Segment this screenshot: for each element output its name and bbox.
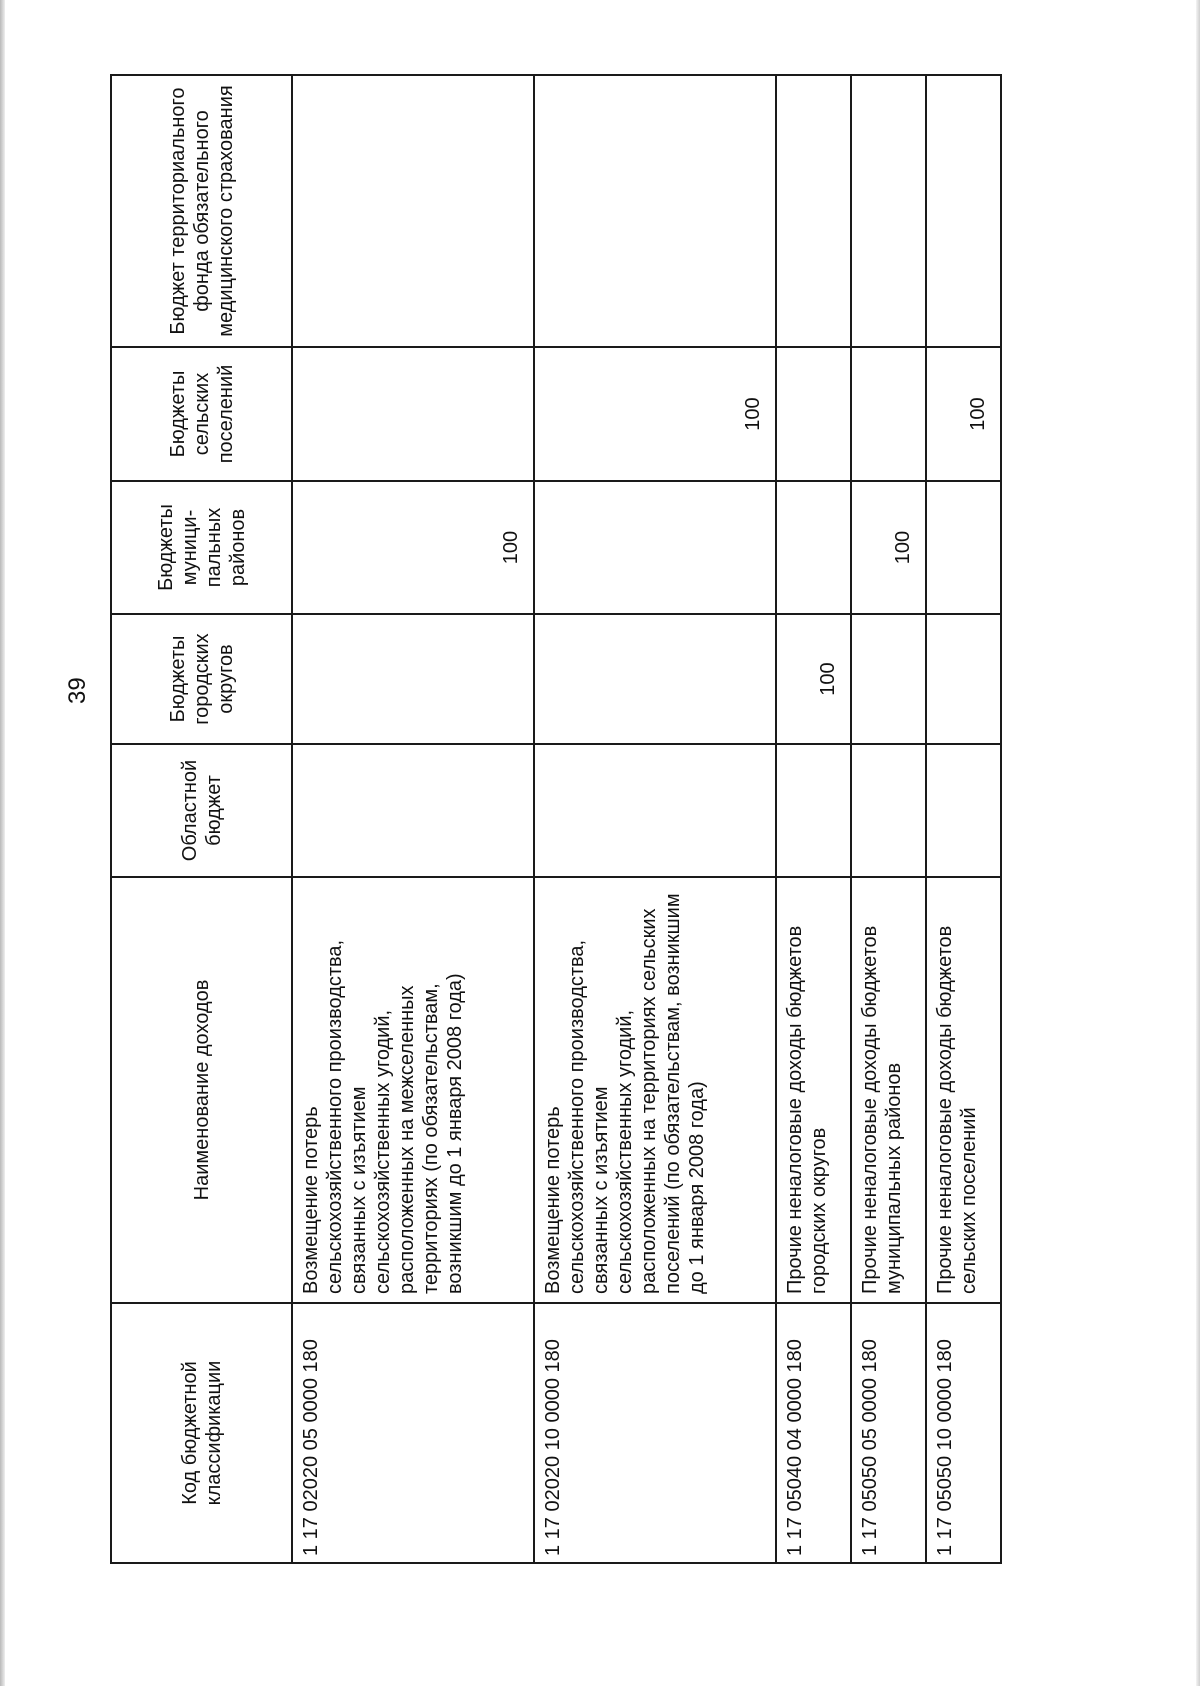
rural-settlements-cell xyxy=(776,347,851,481)
medical-insurance-fund-cell xyxy=(851,75,926,347)
name-cell: Прочие неналоговые доходы бюджетов сельских поселений xyxy=(926,877,1001,1303)
regional-cell xyxy=(534,744,776,877)
header-code: Код бюджетной классификации xyxy=(111,1303,292,1563)
city-districts-cell xyxy=(851,614,926,744)
rural-settlements-cell xyxy=(851,347,926,481)
rural-settlements-cell xyxy=(292,347,534,481)
medical-insurance-fund-cell xyxy=(776,75,851,347)
regional-cell xyxy=(851,744,926,877)
name-cell: Прочие неналоговые доходы бюджетов городских округов xyxy=(776,877,851,1303)
header-regional-budget: Областной бюджет xyxy=(111,744,292,877)
rural-settlements-cell: 100 xyxy=(534,347,776,481)
code-cell: 1 17 02020 10 0000 180 xyxy=(534,1303,776,1563)
code-cell: 1 17 05050 10 0000 180 xyxy=(926,1303,1001,1563)
header-municipal-districts: Бюджеты муници-пальных районов xyxy=(111,481,292,614)
city-districts-cell xyxy=(926,614,1001,744)
table-row xyxy=(926,75,1001,1563)
medical-insurance-fund-cell xyxy=(926,75,1001,347)
code-cell: 1 17 05040 04 0000 180 xyxy=(776,1303,851,1563)
table-row xyxy=(776,75,851,1563)
city-districts-cell xyxy=(534,614,776,744)
name-cell: Возмещение потерь сельскохозяйственного производства, связанных с изъятием сельскохозяйственных угодий, расположенных на межселенных территориях (по обязательствам, возникшим до 1 января 2008 года) xyxy=(292,877,534,1303)
name-cell: Возмещение потерь сельскохозяйственного производства, связанных с изъятием сельскохозяйственных угодий, расположенных на территориях сельских поселений (по обязательствам, возникшим до 1 января 2008 года) xyxy=(534,877,776,1303)
municipal-districts-cell: 100 xyxy=(851,481,926,614)
municipal-districts-cell xyxy=(926,481,1001,614)
name-cell: Прочие неналоговые доходы бюджетов муниципальных районов xyxy=(851,877,926,1303)
revenue-allocation-table xyxy=(110,74,1002,1564)
regional-cell xyxy=(926,744,1001,877)
header-medical-insurance-fund: Бюджет территориального фонда обязательного медицинского страхования xyxy=(111,75,292,347)
medical-insurance-fund-cell xyxy=(292,75,534,347)
scan-edge-left xyxy=(0,0,5,1686)
rural-settlements-cell: 100 xyxy=(926,347,1001,481)
header-city-districts: Бюджеты городских округов xyxy=(111,614,292,744)
table-header-row xyxy=(111,75,292,1563)
header-rural-settlements: Бюджеты сельских поселений xyxy=(111,347,292,481)
table-row xyxy=(851,75,926,1563)
header-name: Наименование доходов xyxy=(111,877,292,1303)
medical-insurance-fund-cell xyxy=(534,75,776,347)
page-number: 39 xyxy=(64,677,91,704)
municipal-districts-cell xyxy=(776,481,851,614)
code-cell: 1 17 05050 05 0000 180 xyxy=(851,1303,926,1563)
city-districts-cell xyxy=(292,614,534,744)
rotated-page-content xyxy=(64,76,1016,1564)
city-districts-cell: 100 xyxy=(776,614,851,744)
municipal-districts-cell: 100 xyxy=(292,481,534,614)
regional-cell xyxy=(292,744,534,877)
scan-edge-right xyxy=(1196,0,1200,1686)
table-row xyxy=(534,75,776,1563)
table-row xyxy=(292,75,534,1563)
regional-cell xyxy=(776,744,851,877)
municipal-districts-cell xyxy=(534,481,776,614)
code-cell: 1 17 02020 05 0000 180 xyxy=(292,1303,534,1563)
